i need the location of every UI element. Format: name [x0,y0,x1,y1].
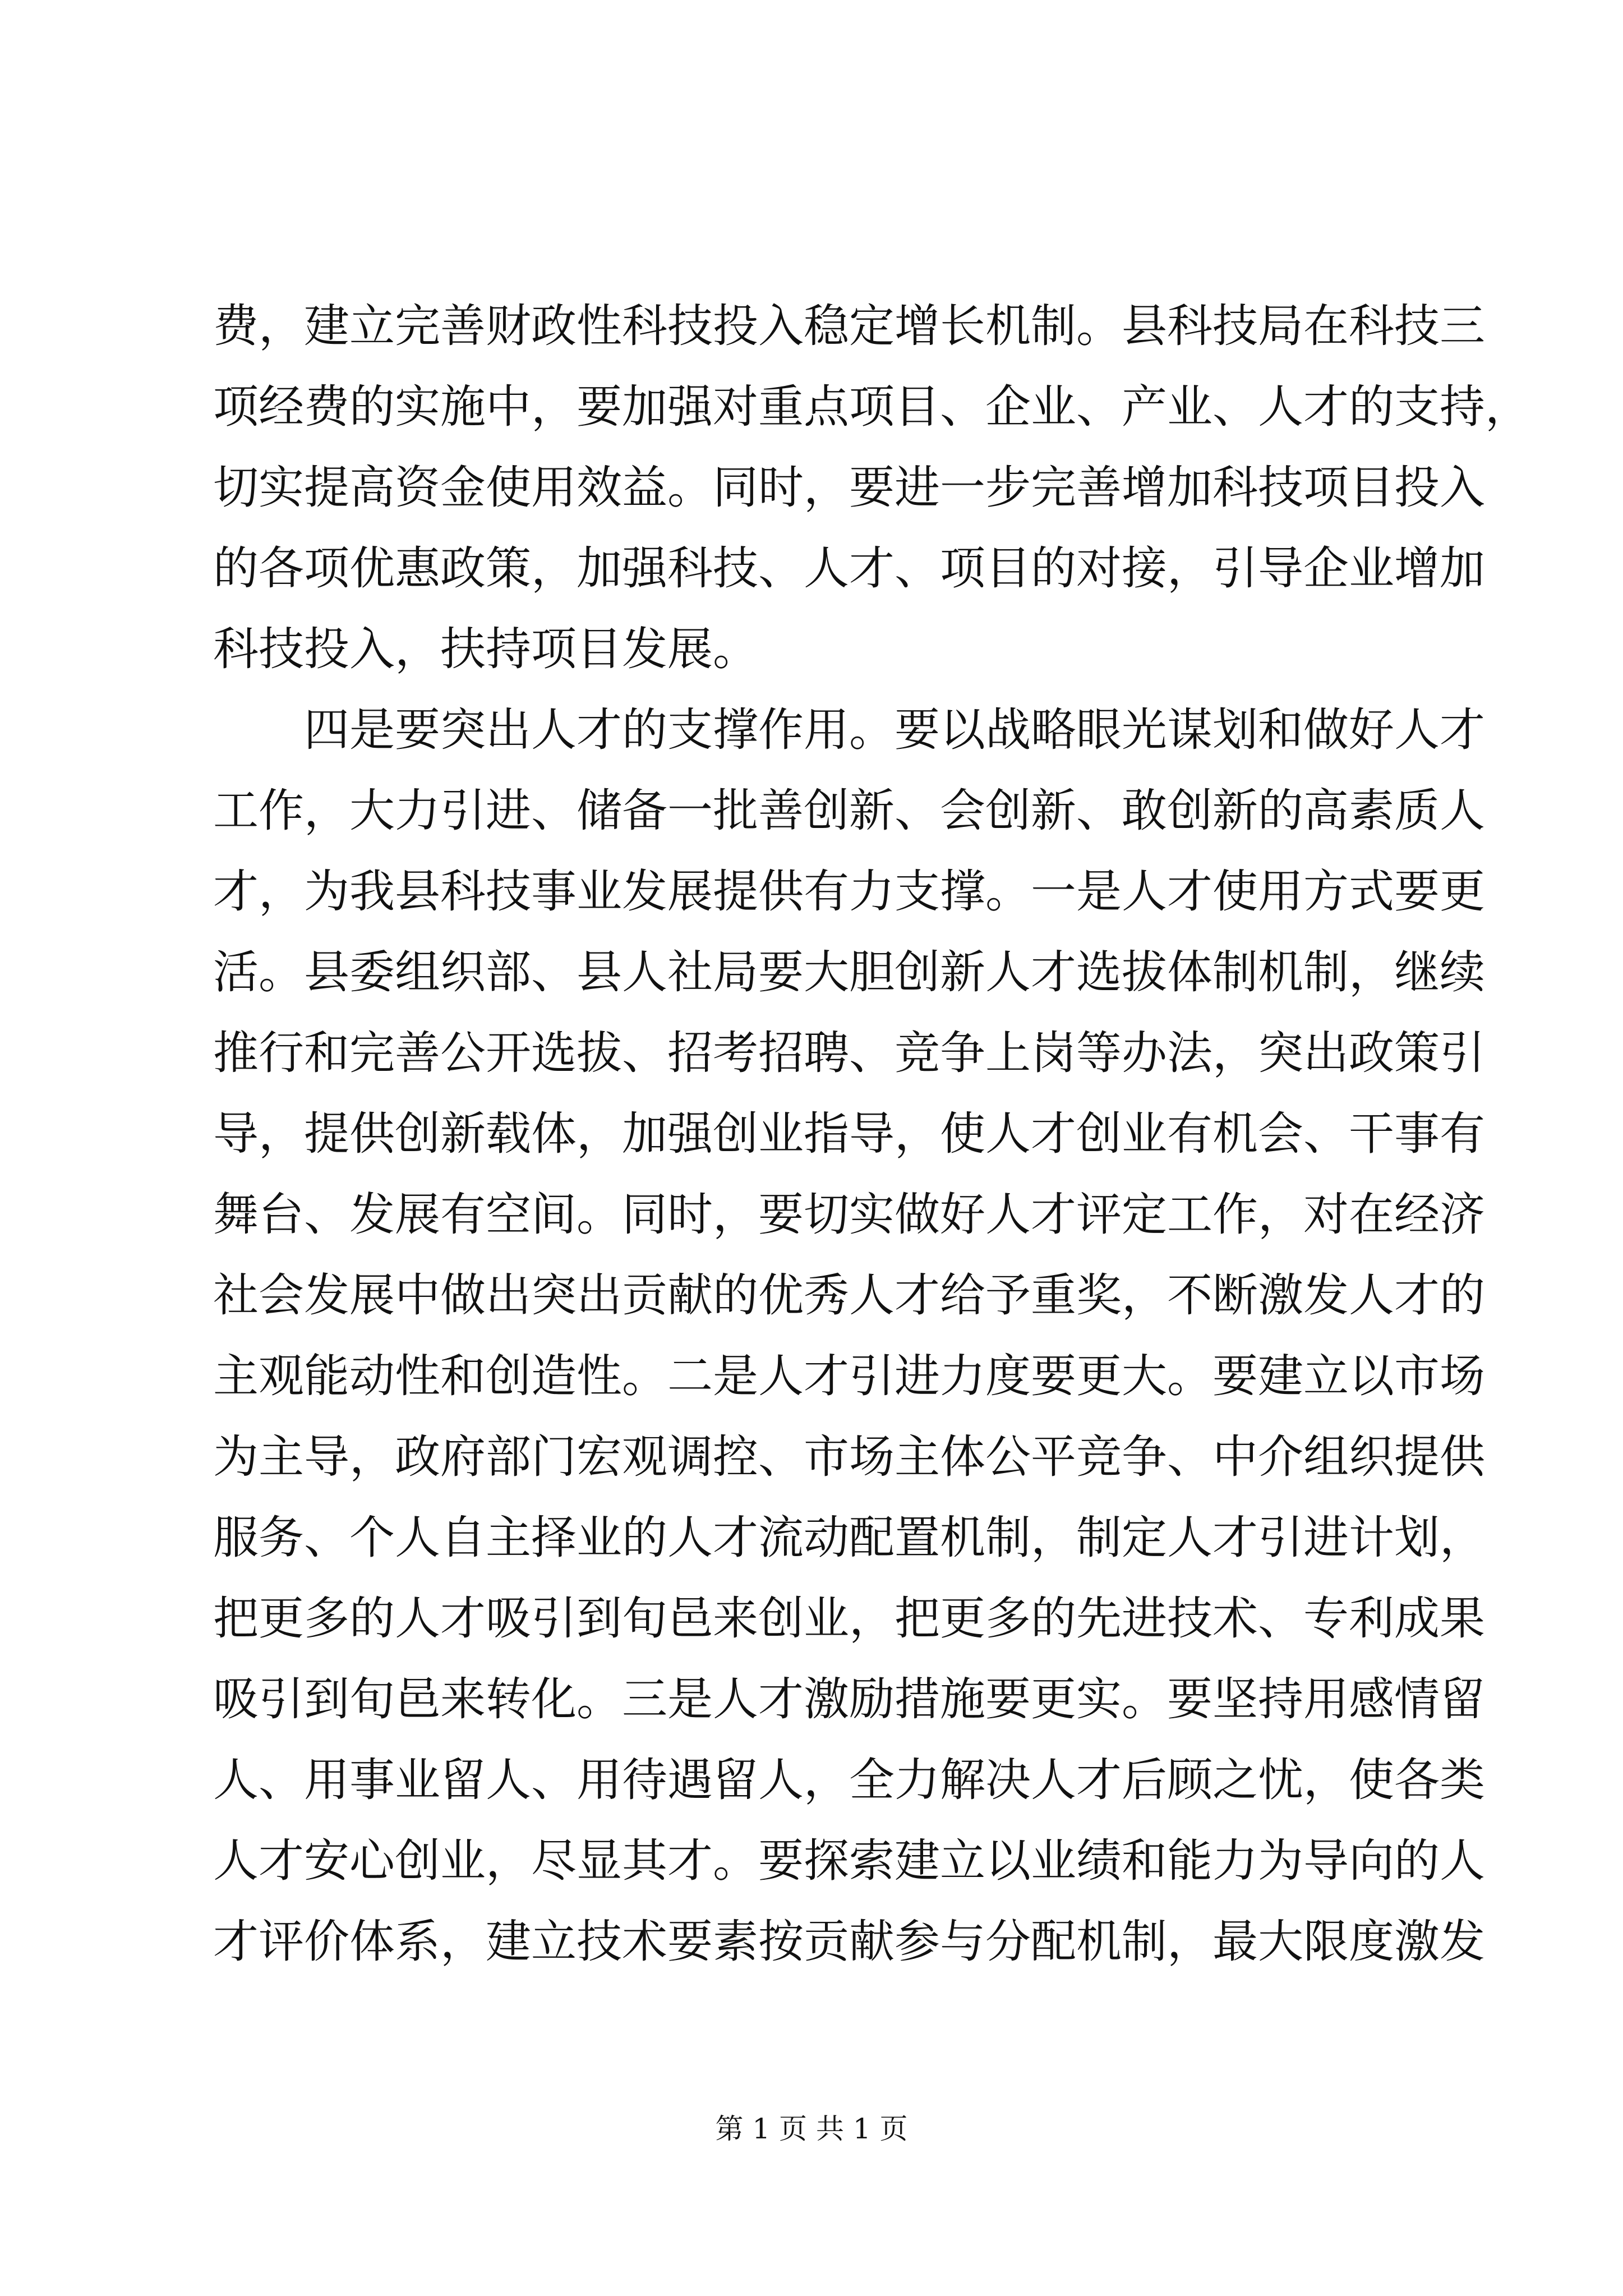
text-line: 切实提高资金使用效益。同时，要进一步完善增加科技项目投入 [213,462,1486,514]
text-line: 为主导，政府部门宏观调控、市场主体公平竞争、中介组织提供 [213,1431,1486,1484]
text-line: 项经费的实施中，要加强对重点项目、企业、产业、人才的支持， [213,381,1531,434]
text-line: 人、用事业留人、用待遇留人，全力解决人才后顾之忧，使各类 [213,1754,1486,1807]
text-line: 活。县委组织部、县人社局要大胆创新人才选拔体制机制，继续 [213,946,1486,999]
paragraph-continuation [213,286,1531,690]
text-line: 推行和完善公开选拔、招考招聘、竞争上岗等办法，突出政策引 [213,1027,1486,1080]
text-line: 舞台、发展有空间。同时，要切实做好人才评定工作，对在经济 [213,1189,1486,1241]
paragraph-four [213,690,1486,1982]
page-footer: 第 1 页 共 1 页 [715,2113,908,2145]
text-line: 的各项优惠政策，加强科技、人才、项目的对接，引导企业增加 [213,542,1486,595]
text-line: 社会发展中做出突出贡献的优秀人才给予重奖，不断激发人才的 [213,1269,1486,1322]
text-line: 把更多的人才吸引到旬邑来创业，把更多的先进技术、专利成果 [213,1593,1486,1645]
text-line: 才，为我县科技事业发展提供有力支撑。一是人才使用方式要更 [213,866,1486,918]
text-line: 四是要突出人才的支撑作用。要以战略眼光谋划和做好人才 [304,704,1486,757]
text-line: 人才安心创业，尽显其才。要探索建立以业绩和能力为导向的人 [213,1835,1486,1888]
text-line: 主观能动性和创造性。二是人才引进力度要更大。要建立以市场 [213,1350,1486,1403]
text-line: 工作，大力引进、储备一批善创新、会创新、敢创新的高素质人 [213,785,1486,838]
document-body [213,286,1531,1982]
text-line: 费，建立完善财政性科技投入稳定增长机制。县科技局在科技三 [213,300,1486,353]
text-line: 才评价体系，建立技术要素按贡献参与分配机制，最大限度激发 [213,1916,1486,1968]
text-line: 科技投入，扶持项目发展。 [213,623,759,676]
text-line: 导，提供创新载体，加强创业指导，使人才创业有机会、干事有 [213,1108,1486,1161]
text-line: 吸引到旬邑来转化。三是人才激励措施要更实。要坚持用感情留 [213,1673,1486,1726]
text-line: 服务、个人自主择业的人才流动配置机制，制定人才引进计划， [213,1512,1486,1565]
